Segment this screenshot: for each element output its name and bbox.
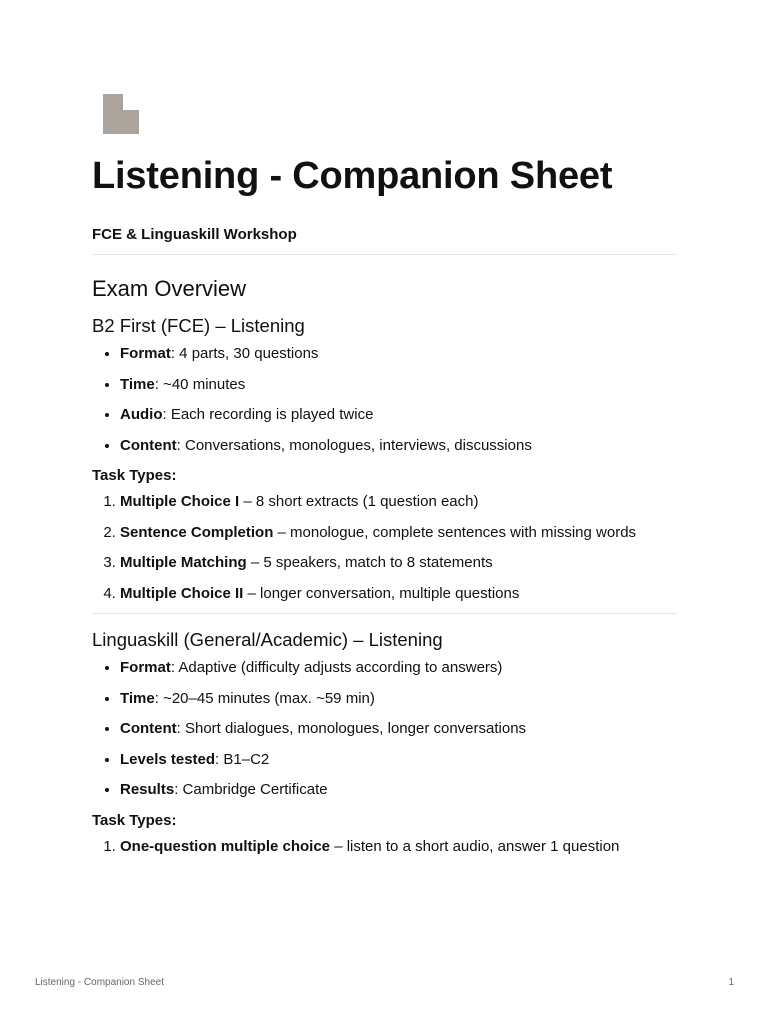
bullet-label: Time bbox=[120, 375, 155, 393]
list-item bbox=[120, 583, 677, 605]
linguaskill-heading: Linguaskill (General/Academic) – Listening bbox=[92, 629, 443, 650]
footer-title: Listening - Companion Sheet bbox=[35, 977, 164, 988]
document-icon bbox=[103, 94, 139, 134]
bullet-text: : B1–C2 bbox=[215, 750, 270, 768]
list-item bbox=[120, 374, 677, 396]
task-label: Multiple Matching bbox=[120, 554, 247, 571]
section-heading-exam-overview: Exam Overview bbox=[92, 276, 247, 301]
bullet-text: : Short dialogues, monologues, longer conversations bbox=[176, 720, 527, 737]
divider bbox=[92, 254, 677, 255]
task-label: Sentence Completion bbox=[120, 523, 274, 541]
fce-task-types-label: Task Types: bbox=[92, 467, 177, 484]
bullet-text: : 4 parts, 30 questions bbox=[170, 345, 319, 362]
page-number: 1 bbox=[728, 977, 734, 988]
bullet-label: Format bbox=[120, 345, 171, 362]
task-label: One-question multiple choice bbox=[120, 837, 331, 855]
list-item bbox=[120, 688, 677, 710]
bullet-label: Audio bbox=[120, 406, 163, 423]
bullet-text: : Cambridge Certificate bbox=[174, 781, 328, 798]
page-subtitle: FCE & Linguaskill Workshop bbox=[92, 226, 297, 243]
task-text: – 8 short extracts (1 question each) bbox=[239, 493, 479, 510]
page-title: Listening - Companion Sheet bbox=[92, 155, 613, 197]
fce-task-list bbox=[92, 491, 677, 605]
task-text: – monologue, complete sentences with missing words bbox=[273, 523, 637, 541]
bullet-label: Results bbox=[120, 781, 175, 798]
fce-bullet-list bbox=[92, 343, 677, 457]
bullet-text: : Adaptive (difficulty adjusts according to answers) bbox=[170, 659, 503, 676]
bullet-text: : ~40 minutes bbox=[154, 375, 246, 393]
linguaskill-task-types-label: Task Types: bbox=[92, 811, 177, 829]
bullet-label: Levels tested bbox=[120, 750, 216, 768]
bullet-label: Format bbox=[120, 659, 171, 676]
divider bbox=[92, 613, 677, 614]
list-item bbox=[120, 343, 677, 365]
list-item bbox=[120, 491, 677, 513]
linguaskill-bullet-list bbox=[92, 657, 677, 801]
bullet-text: : ~20–45 minutes (max. ~59 min) bbox=[154, 689, 375, 707]
task-text: – listen to a short audio, answer 1 question bbox=[330, 837, 620, 855]
list-item bbox=[120, 749, 677, 771]
list-item bbox=[120, 657, 677, 679]
bullet-text: : Each recording is played twice bbox=[162, 406, 374, 423]
task-text: – 5 speakers, match to 8 statements bbox=[246, 554, 493, 571]
list-item bbox=[120, 435, 677, 457]
task-text: – longer conversation, multiple questions bbox=[243, 584, 520, 602]
fce-heading: B2 First (FCE) – Listening bbox=[92, 315, 305, 336]
bullet-label: Time bbox=[120, 689, 155, 707]
document-body bbox=[92, 150, 677, 866]
list-item bbox=[120, 522, 677, 544]
linguaskill-task-list bbox=[92, 836, 677, 858]
task-label: Multiple Choice I bbox=[120, 493, 240, 510]
list-item bbox=[120, 836, 677, 858]
list-item bbox=[120, 404, 677, 426]
list-item bbox=[120, 552, 677, 574]
task-label: Multiple Choice II bbox=[120, 584, 244, 602]
bullet-label: Content bbox=[120, 720, 177, 737]
list-item bbox=[120, 718, 677, 740]
list-item bbox=[120, 779, 677, 801]
bullet-text: : Conversations, monologues, interviews, discussions bbox=[176, 436, 532, 454]
bullet-label: Content bbox=[120, 436, 177, 454]
